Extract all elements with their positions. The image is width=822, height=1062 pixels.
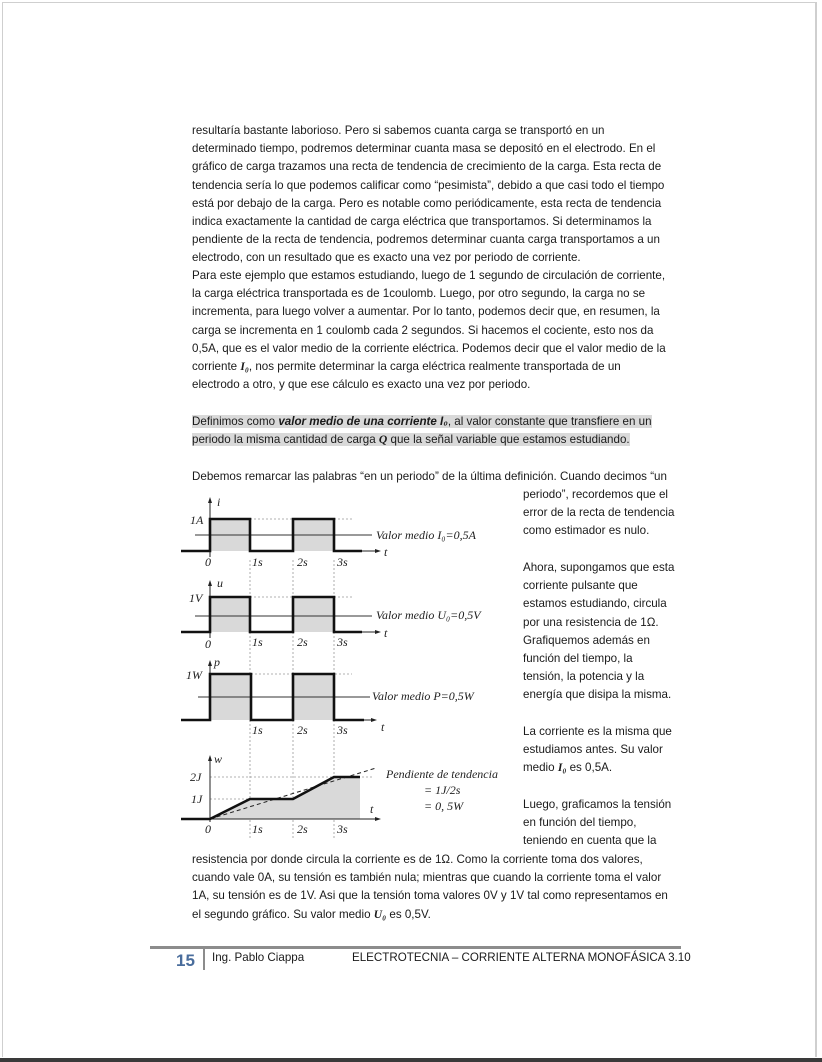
slope-annotation-ratio: = 1J/2s (424, 783, 461, 797)
defined-term: valor medio de una corriente I₀ (278, 415, 448, 428)
symbol-i0: I₀ (240, 360, 249, 374)
text-line: Debemos remarcar las palabras “en un periodo” de la última definición. Cuando decimos “un (192, 470, 667, 483)
text-line: está por debajo de la carga. Pero es notable como periódicamente, esta recta de tendencia (192, 196, 662, 210)
text-line: electrodo a otro, y que ese cálculo es exacto una vez por periodo. (192, 378, 531, 392)
text-line: indica exactamente la cantidad de carga eléctrica que transportamos. Si determinamos la (192, 215, 652, 229)
slope-annotation-value: = 0, 5W (424, 799, 464, 813)
text-fragment: es 0,5A. (566, 761, 613, 775)
tick-1s: 1s (252, 723, 263, 737)
text-line: la carga eléctrica transportada es de 1coulomb. Luego, por otro segundo, la carga no se (192, 287, 646, 301)
level-label: 1A (190, 513, 204, 527)
text-line (192, 906, 686, 924)
text-line: tensión, la potencia y la (523, 670, 645, 684)
text-line: tendencia sería lo que podemos calificar como “pesimista”, debido a que casi todo el tiempo (192, 178, 665, 192)
text-line: electrodo, con un resultado que es exacto una vez por periodo de corriente. (192, 251, 581, 265)
text-fragment: periodo la misma cantidad de carga (192, 433, 379, 447)
text-line: teniendo en cuenta que la (523, 834, 657, 848)
symbol-i0: I₀ (557, 761, 567, 775)
text-line: carga se incrementa en 1 coulomb cada 2 segundos. Si hacemos el cociente, esto nos da (192, 323, 654, 337)
tick-3s: 3s (337, 723, 348, 737)
tick-3s: 3s (337, 635, 348, 649)
text-fragment: que la señal variable que estamos estudiando. (387, 433, 630, 447)
text-fragment: corriente (192, 360, 241, 374)
level-1j-label: 1J (191, 792, 203, 806)
text-line: corriente pulsante que (523, 579, 638, 593)
text-fragment: medio (523, 761, 558, 775)
tick-2s: 2s (297, 723, 308, 737)
tick-0: 0 (205, 555, 211, 569)
text-line: como estimador es nulo. (523, 524, 650, 538)
text-line: Luego, graficamos la tensión (523, 798, 672, 811)
text-line: Ahora, supongamos que esta (523, 561, 675, 574)
paragraph-4 (192, 851, 686, 924)
mean-annotation: Valor medio P=0,5W (372, 689, 474, 703)
text-line: La corriente es la misma que (523, 725, 672, 738)
mean-annotation: Valor medio I₀=0,5A (376, 528, 476, 542)
y-axis-label: u (217, 576, 223, 590)
tick-2s: 2s (297, 635, 308, 649)
tick-0: 0 (205, 822, 211, 836)
text-line: estudiamos antes. Su valor (523, 743, 663, 757)
footer-separator (203, 949, 205, 970)
tick-1s: 1s (252, 635, 263, 649)
text-line: 0,5A, que es el valor medio de la corriente eléctrica. Podemos decir que el valor medio de la (192, 341, 666, 355)
page-number: 15 (176, 951, 195, 970)
x-axis-label: t (384, 626, 388, 640)
x-axis-label: t (381, 720, 385, 734)
tick-2s: 2s (297, 822, 308, 836)
footer-divider (150, 946, 681, 949)
x-axis-label: t (370, 802, 374, 816)
level-label: 1W (186, 668, 202, 682)
footer-author: Ing. Pablo Ciappa (212, 951, 305, 964)
text-fragment: , al valor constante que transfiere en un (447, 415, 652, 428)
tick-1s: 1s (252, 822, 263, 836)
tick-2s: 2s (297, 555, 308, 569)
text-line: 1A, su tensión es de 1V. Asi que la tensión toma valores 0V y 1V tal como representamos en (192, 889, 668, 903)
text-line: estamos estudiando, circula (523, 597, 667, 611)
symbol-u0: U₀ (373, 907, 387, 921)
tick-3s: 3s (337, 822, 348, 836)
level-2j-label: 2J (190, 770, 202, 784)
text-line: resultaría bastante laborioso. Pero si sabemos cuanta carga se transportó en un (192, 124, 605, 137)
chart-energy (181, 752, 498, 836)
text-line: gráfico de carga trazamos una recta de tendencia de crecimiento de la carga. Esta recta de (192, 160, 662, 174)
tick-0: 0 (205, 637, 211, 651)
level-label: 1V (189, 591, 203, 605)
text-line: en función del tiempo, (523, 816, 637, 830)
text-line: función del tiempo, la (523, 652, 633, 666)
text-line: cuando vale 0A, su tensión es también nula; mientras que cuando la corriente toma el valor (192, 871, 662, 885)
symbol-q: Q (378, 433, 388, 447)
mean-annotation: Valor medio U₀=0,5V (376, 608, 481, 622)
y-axis-label: p (214, 655, 220, 669)
text-line: determinado tiempo, podremos determinar cuanta masa se depositó en el electrodo. En el (192, 142, 656, 156)
text-line: por una resistencia de 1Ω. (523, 615, 659, 629)
chart-current (181, 495, 477, 569)
chart-voltage (181, 576, 482, 651)
text-line: periodo”, recordemos que el (523, 488, 669, 501)
x-axis-label: t (384, 545, 388, 559)
text-fragment: , nos permite determinar la carga eléctrica realmente transportada de un (248, 360, 621, 374)
text-fragment: Definimos como (192, 415, 279, 428)
text-fragment: es 0,5V. (386, 907, 431, 921)
text-line: energía que disipa la misma. (523, 688, 672, 702)
chart-power (181, 655, 475, 737)
footer-document-title: ELECTROTECNIA – CORRIENTE ALTERNA MONOFÁSICA 3.10 (352, 951, 691, 964)
y-axis-label: i (217, 495, 221, 509)
slope-annotation-title: Pendiente de tendencia (386, 767, 498, 781)
text-line: incrementa, para luego volver a aumentar. Por lo tanto, podemos decir que, en resumen, la (192, 305, 660, 319)
text-line: Grafiquemos además en (523, 633, 650, 647)
y-axis-label: w (214, 752, 223, 766)
text-line: error de la recta de tendencia (523, 506, 675, 520)
text-line: resistencia por donde circula la corriente es de 1Ω. Como la corriente toma dos valores, (192, 853, 643, 866)
tick-3s: 3s (337, 555, 348, 569)
text-fragment: el segundo gráfico. Su valor medio (192, 907, 374, 921)
text-line: pendiente de la recta de tendencia, podremos determinar cuanta carga transportamos a un (192, 233, 660, 247)
tick-1s: 1s (252, 555, 263, 569)
text-line: Para este ejemplo que estamos estudiando, luego de 1 segundo de circulación de corriente, (192, 269, 666, 282)
